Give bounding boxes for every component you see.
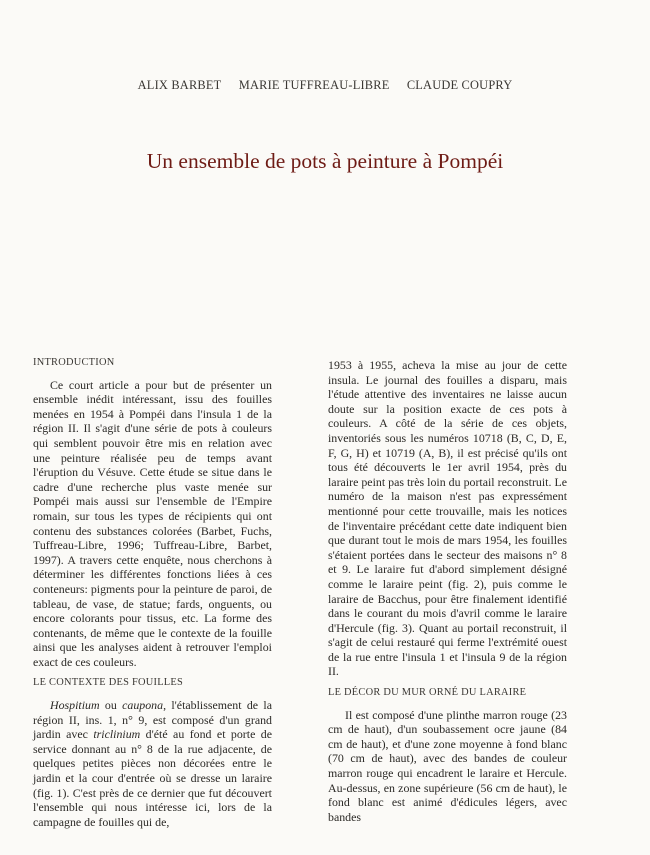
author-line [0, 78, 650, 93]
italic-term: triclinium [93, 727, 141, 742]
paragraph-text: d'été au fond et porte de service donnant au n° 8 de la rue adjacente, de quelques petites pièces non décorées entre le jardin et la cour d'entrée où se dresse un laraire (fig. 1). C'est près de ce dernier que fut découvert l'ensemble qui nous intéresse ici, lors de la campagne de fouilles qui de, [33, 727, 272, 829]
author-name: ALIX BARBET [137, 78, 222, 92]
paragraph-text: ou [99, 698, 123, 713]
section-heading-context: LE CONTEXTE DES FOUILLES [33, 677, 184, 689]
author-name: MARIE TUFFREAU-LIBRE [238, 78, 390, 92]
context-paragraph [33, 698, 272, 829]
left-column [33, 356, 272, 829]
italic-term: Hospitium [50, 698, 100, 713]
intro-paragraph: Ce court article a pour but de présenter un ensemble inédit intéressant, issu des fouilles menées en 1954 à Pompéi dans l'insula 1 de la région II. Il s'agit d'une série de pots à couleurs qui semblent pouvoir être mis en relation avec une peinture réalisée peu de temps avant l'éruption du Vésuve. Cette étude se situe dans le cadre d'une recherche plus vaste menée sur Pompéi mais aussi sur l'ensemble de l'Empire romain, sur tous les types de récipients qui ont contenu des substances colorées (Barbet, Fuchs, Tuffreau-Libre, 1996; Tuffreau-Libre, Barbet, 1997). A travers cette enquête, nous cherchons à déterminer les différentes fonctions liées à ces conteneurs: pigments pour la peinture de paroi, de tableau, de vase, de statue; fards, onguents, ou encore colorants pour tissus, etc. La forme des contenants, de même que le contexte de la fouille ainsi que les analyses aident à retrouver l'emploi exact de ces couleurs. [33, 377, 272, 669]
italic-term: caupona [122, 698, 164, 713]
right-column [328, 358, 567, 824]
article-title: Un ensemble de pots à peinture à Pompéi [146, 149, 504, 173]
section-heading-decor: LE DÉCOR DU MUR ORNÉ DU LARAIRE [328, 687, 527, 699]
section-heading-introduction: INTRODUCTION [33, 357, 115, 368]
context-paragraph-continued: 1953 à 1955, acheva la mise au jour de cette insula. Le journal des fouilles a disparu, mais l'étude attentive des inventaires ne laisse aucun doute sur la position exacte de ces pots à couleurs. A côté de la série de ces objets, inventoriés sous les numéros 10718 (B, C, D, E, F, G, H) et 10719 (A, B), il est précisé qu'ils ont tous été découverts le 1er avril 1954, près du laraire peint pas très loin du portail reconstruit. Le numéro de la maison n'est pas expressément mentionné pour cette trouvaille, mais les notices de l'inventaire précédant cette date indiquent bien que durant tout le mois de mars 1954, les fouilles s'étaient portées dans le secteur des maisons n° 8 et 9. Le laraire fut d'abord simplement désigné comme le laraire peint (fig. 2), puis comme le laraire de Bacchus, pour être finalement identifié dans le courant du mois d'avril comme le laraire d'Hercule (fig. 3). Quant au portail reconstruit, il s'agit de celui restauré qui ferme l'extrémité ouest de la rue entre l'insula 1 et l'insula 9 de la région II. [328, 358, 567, 679]
decor-paragraph: Il est composé d'une plinthe marron rouge (23 cm de haut), d'un soubassement ocre jaune (84 cm de haut), et d'une zone moyenne à fond blanc (70 cm de haut), avec des bandes de couleur marron rouge qui encadrent le laraire et Hercule. Au-dessus, en zone supérieure (56 cm de haut), le fond blanc est animé d'édicules légers, avec bandes [328, 707, 567, 824]
author-name: CLAUDE COUPRY [406, 78, 513, 92]
paragraph-text: , l'établissement de la région II, ins. 1, n° 9, est composé d'un grand jardin avec [33, 698, 272, 742]
